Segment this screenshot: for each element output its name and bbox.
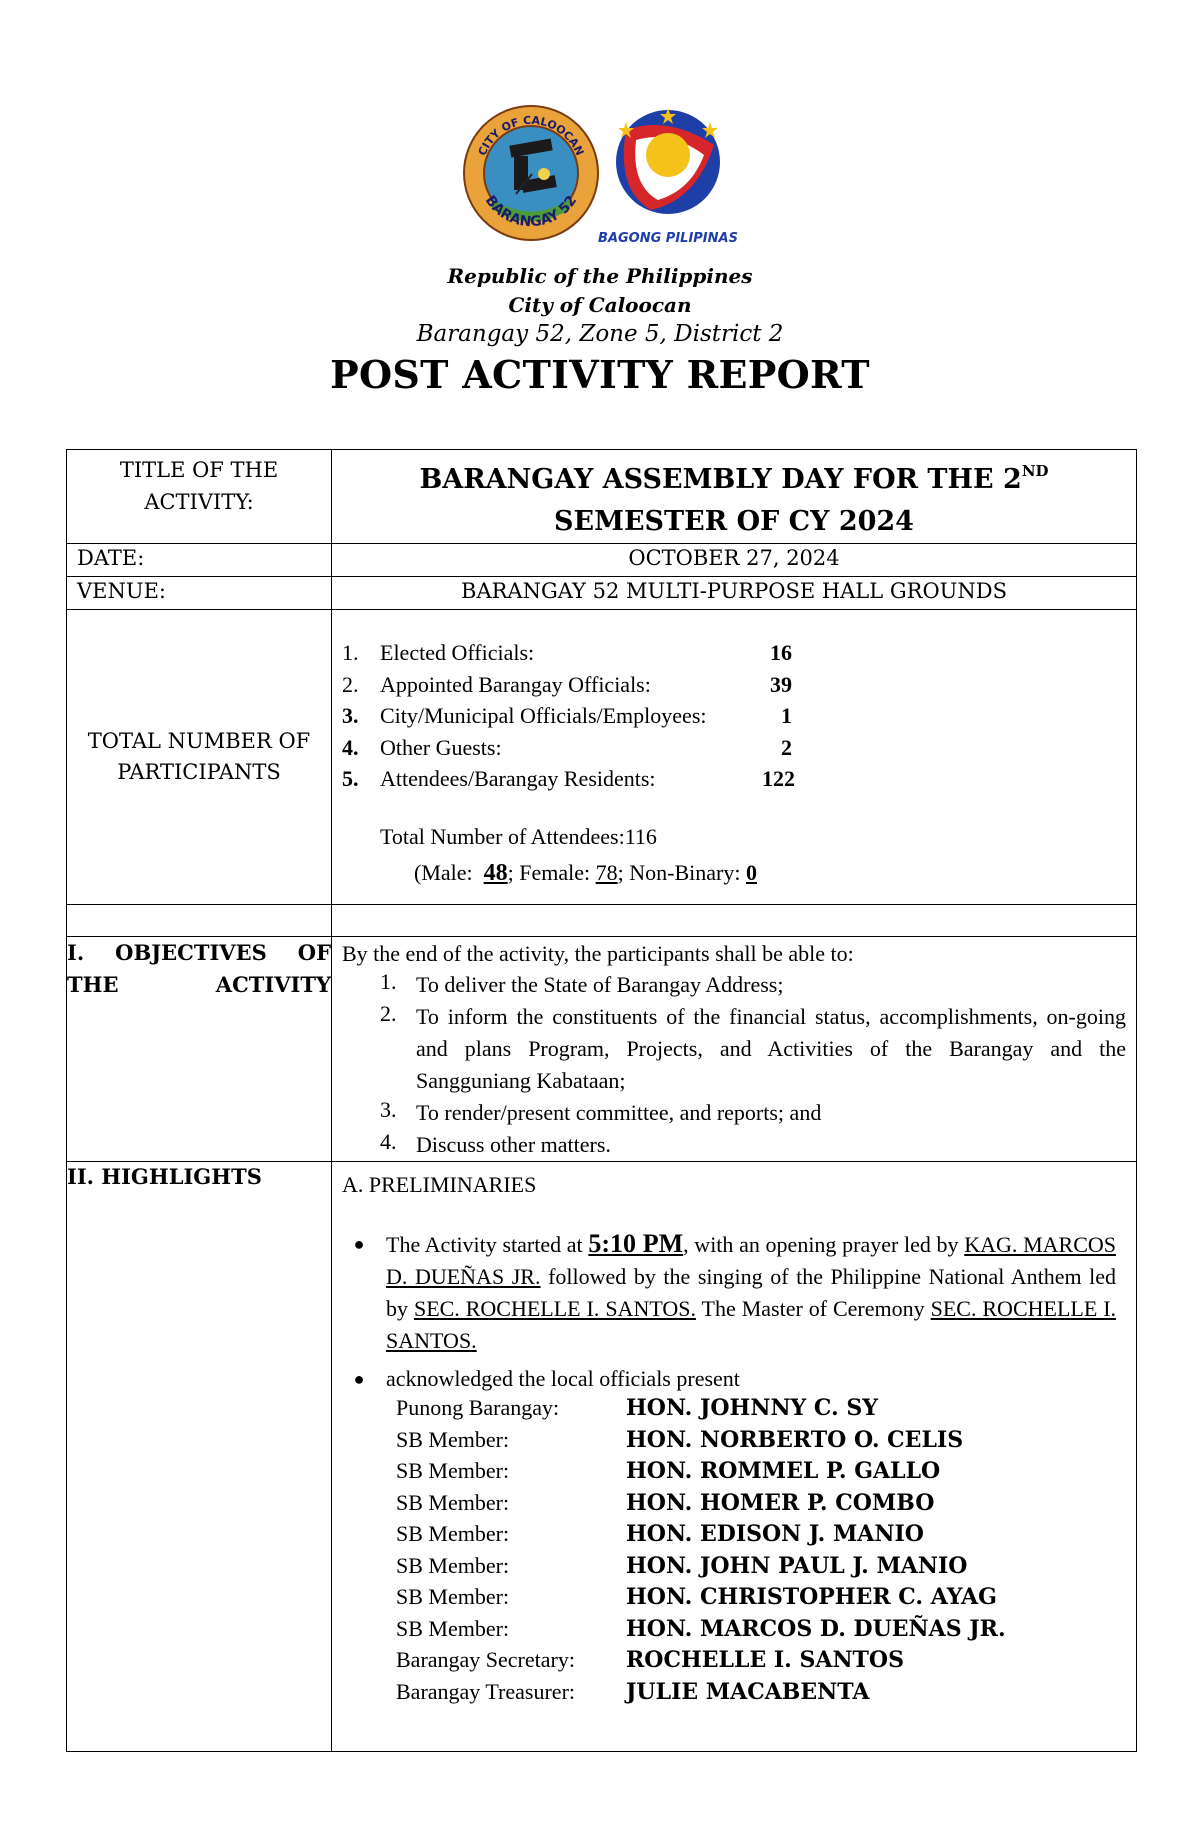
activity-title-label: TITLE OF THE ACTIVITY: [67,450,332,544]
official-row: SB Member: HON. CHRISTOPHER C. AYAG [396,1584,997,1610]
page-title: POST ACTIVITY REPORT [330,352,870,397]
official-row: Barangay Secretary: ROCHELLE I. SANTOS [396,1647,904,1673]
female-count: 78 [595,859,618,885]
objective-item: 3. To render/present committee, and reports; and [380,1097,822,1125]
venue-value: BARANGAY 52 MULTI-PURPOSE HALL GROUNDS [332,577,1137,610]
bagong-pilipinas-logo [596,100,746,250]
official-row: SB Member: HON. JOHN PAUL J. MANIO [396,1552,968,1579]
objectives-label: I. OBJECTIVES OF THE ACTIVITY [67,937,332,1162]
activity-title-line1: BARANGAY ASSEMBLY DAY FOR THE 2 [419,464,1022,495]
activity-title-value [332,450,1137,544]
participant-row: 1. Elected Officials: 16 [342,640,792,665]
activity-title-line2: SEMESTER OF CY 2024 [554,506,914,537]
venue-label: VENUE: [67,577,332,610]
start-time: 5:10 PM [588,1229,684,1258]
highlight-bullet: ● acknowledged the local officials present [332,1363,1136,1395]
highlights-cell [332,1162,1137,1752]
objective-item: 1. To deliver the State of Barangay Address; [380,969,784,997]
participants-list [332,610,1136,798]
activity-title-sup: ND [1021,462,1049,480]
objective-item: 2. To inform the constituents of the financial status, accomplishments, on-going and plans Program, Projects, and Activities of the Barangay and the Sangguniang Kabataan; [380,1001,1126,1093]
official-row: Barangay Treasurer: JULIE MACABENTA [396,1678,870,1705]
prayer-leader: KAG. MARCOS D. DUEÑAS JR. [386,1232,1117,1289]
officials-list [332,1395,1136,1710]
gender-breakdown: (Male: 48; Female: 78; Non-Binary: 0 [414,859,757,886]
participant-row: 5. Attendees/Barangay Residents: 122 [342,766,795,791]
bagong-pilipinas-caption: BAGONG PILIPINAS [598,231,738,246]
city-line: City of Caloocan [508,293,692,317]
date-value: OCTOBER 27, 2024 [332,544,1137,577]
total-attendees: Total Number of Attendees:116 [380,823,657,849]
nonbinary-count: 0 [745,859,757,885]
highlight-bullet: ● The Activity started at 5:10 PM, with an opening prayer led by KAG. MARCOS D. DUEÑAS JR. followed by the singing of the Philippine National Anthem led by SEC. ROCHELLE I. SANTOS. The Master of Ceremony SEC. ROCHELLE I. SANTOS. [332,1228,1136,1357]
country-line: Republic of the Philippines [447,264,753,288]
date-label: DATE: [67,544,332,577]
barangay-line: Barangay 52, Zone 5, District 2 [416,321,784,347]
official-row: Punong Barangay: HON. JOHNNY C. SY [396,1395,878,1421]
participant-row: 2. Appointed Barangay Officials: 39 [342,671,792,697]
report-table [66,449,1137,1752]
objectives-intro: By the end of the activity, the participants shall be able to: [342,941,854,966]
official-row: SB Member: HON. MARCOS D. DUEÑAS JR. [396,1615,1006,1642]
seal-bottom-text: BARANGAY 52 [481,192,581,231]
seal-top-text: CITY OF CALOOCAN [475,113,587,158]
participants-label: TOTAL NUMBER OF PARTICIPANTS [67,610,332,905]
official-row: SB Member: HON. NORBERTO O. CELIS [396,1426,964,1453]
master-of-ceremony: SEC. ROCHELLE I. SANTOS. [386,1296,1117,1353]
participant-row: 4. Other Guests: 2 [342,734,792,760]
participant-row: 3. City/Municipal Officials/Employees: 1 [342,703,792,728]
objectives-cell [332,937,1137,1162]
header-logos [0,100,1200,250]
male-count: 48 [483,859,508,886]
highlights-label: II. HIGHLIGHTS [67,1162,332,1752]
objectives-list [342,969,1126,1161]
official-row: SB Member: HON. EDISON J. MANIO [396,1521,924,1547]
bullet-icon: ● [353,1234,365,1254]
barangay-seal-logo [462,104,600,242]
official-row: SB Member: HON. HOMER P. COMBO [396,1489,935,1516]
participants-cell [332,610,1137,905]
objective-item: 4. Discuss other matters. [380,1129,611,1157]
official-row: SB Member: HON. ROMMEL P. GALLO [396,1458,941,1484]
preliminaries-heading: A. PRELIMINARIES [342,1172,537,1197]
anthem-leader: SEC. ROCHELLE I. SANTOS. [413,1296,696,1321]
bullet-icon: ● [353,1369,365,1389]
